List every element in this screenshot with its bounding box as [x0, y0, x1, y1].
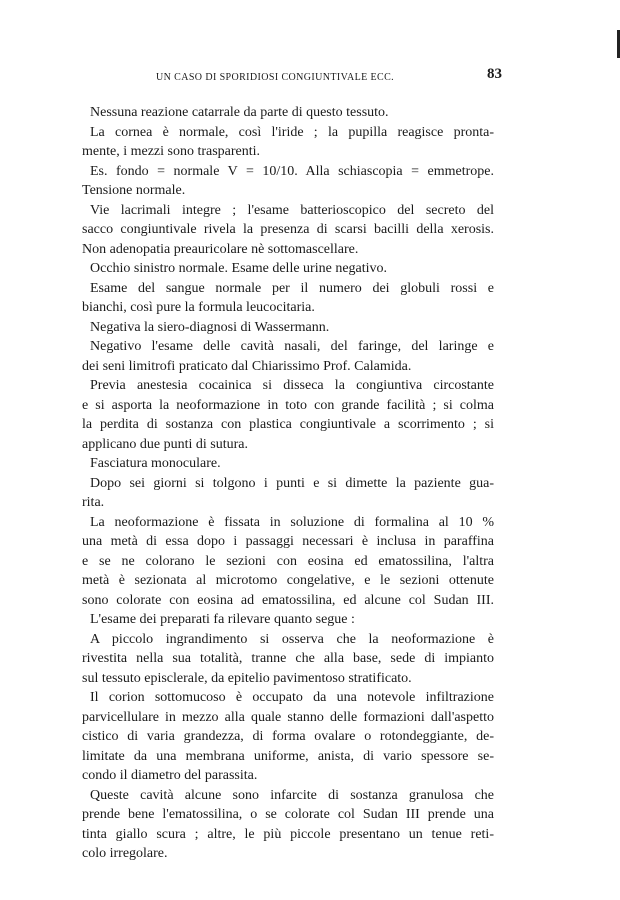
- page-header: [82, 66, 502, 88]
- text-line: mente, i mezzi sono trasparenti.: [82, 144, 261, 159]
- text-line: prende bene l'ematossilina, o se colorate col Sudan III prende una: [82, 807, 494, 822]
- text-line: Nessuna reazione catarrale da parte di questo tessuto.: [90, 105, 389, 120]
- text-line: dei seni limitrofi praticato dal Chiarissimo Prof. Calamida.: [82, 358, 412, 374]
- text-line: La neoformazione è fissata in soluzione di formalina al 10 %: [90, 514, 494, 530]
- text-line: rivestita nella sua totalità, tranne che alla base, sede di impianto: [82, 651, 494, 666]
- text-line: Negativa la siero-diagnosi di Wassermann.: [90, 319, 330, 335]
- text-line: metà è sezionata al microtomo congelative, e le sezioni ottenute: [82, 573, 494, 588]
- text-line: Fasciatura monoculare.: [90, 456, 221, 471]
- text-line: L'esame dei preparati fa rilevare quanto segue :: [90, 612, 355, 627]
- text-line: una metà di essa dopo i passaggi necessari è inclusa in paraffina: [82, 534, 494, 549]
- text-line: Queste cavità alcune sono infarcite di sostanza granulosa che: [90, 787, 494, 803]
- text-line: e si asporta la neoformazione in toto con grande facilità ; si colma: [82, 397, 494, 413]
- body-text: [82, 103, 494, 864]
- text-line: sul tessuto episclerale, da epitelio pavimentoso stratificato.: [82, 670, 412, 686]
- text-line: Esame del sangue normale per il numero dei globuli rossi e: [90, 280, 494, 296]
- text-line: Es. fondo = normale V = 10/10. Alla schiascopia = emmetrope.: [90, 163, 494, 179]
- text-line: Non adenopatia preauricolare nè sottomascellare.: [82, 241, 359, 257]
- text-line: limitate da una membrana uniforme, anista, di vario spessore se-: [82, 748, 494, 764]
- text-line: applicano due punti di sutura.: [82, 436, 249, 452]
- text-line: colo irregolare.: [82, 846, 168, 861]
- text-line: Occhio sinistro normale. Esame delle urine negativo.: [90, 261, 388, 276]
- text-line: Vie lacrimali integre ; l'esame batterioscopico del secreto del: [90, 202, 494, 218]
- page-number: 83: [487, 66, 502, 82]
- text-line: Tensione normale.: [82, 183, 186, 198]
- text-line: La cornea è normale, così l'iride ; la pupilla reagisce pronta-: [90, 124, 494, 140]
- text-line: Previa anestesia cocainica si disseca la congiuntiva circostante: [90, 378, 494, 393]
- text-line: Il corion sottomucoso è occupato da una notevole infiltrazione: [90, 690, 494, 705]
- text-line: sono colorate con eosina ad ematossilina, ed alcune col Sudan III.: [82, 592, 494, 608]
- text-line: Negativo l'esame delle cavità nasali, del faringe, del laringe e: [90, 339, 494, 354]
- text-line: bianchi, così pure la formula leucocitaria.: [82, 300, 315, 315]
- text-line: cistico di varia grandezza, di forma ovalare o rotondeggiante, de-: [82, 729, 494, 744]
- text-line: A piccolo ingrandimento si osserva che la neoformazione è: [90, 631, 494, 647]
- text-line: condo il diametro del parassita.: [82, 768, 258, 783]
- text-line: e se ne colorano le sezioni con eosina ed ematossilina, l'altra: [82, 553, 494, 569]
- running-head: UN CASO DI SPORIDIOSI CONGIUNTIVALE ECC.: [156, 72, 395, 83]
- text-line: tinta giallo scura ; altre, le più piccole presentano un tenue reti-: [82, 826, 494, 842]
- text-line: rita.: [82, 495, 105, 510]
- text-line: Dopo sei giorni si tolgono i punti e si dimette la paziente gua-: [90, 475, 494, 491]
- text-line: sacco congiuntivale rivela la presenza di scarsi bacilli della xerosis.: [82, 222, 494, 237]
- text-line: la perdita di sostanza con plastica congiuntivale a scorrimento ; si: [82, 417, 494, 432]
- text-line: parvicellulare in mezzo alla quale stanno delle formazioni dall'aspetto: [82, 709, 494, 725]
